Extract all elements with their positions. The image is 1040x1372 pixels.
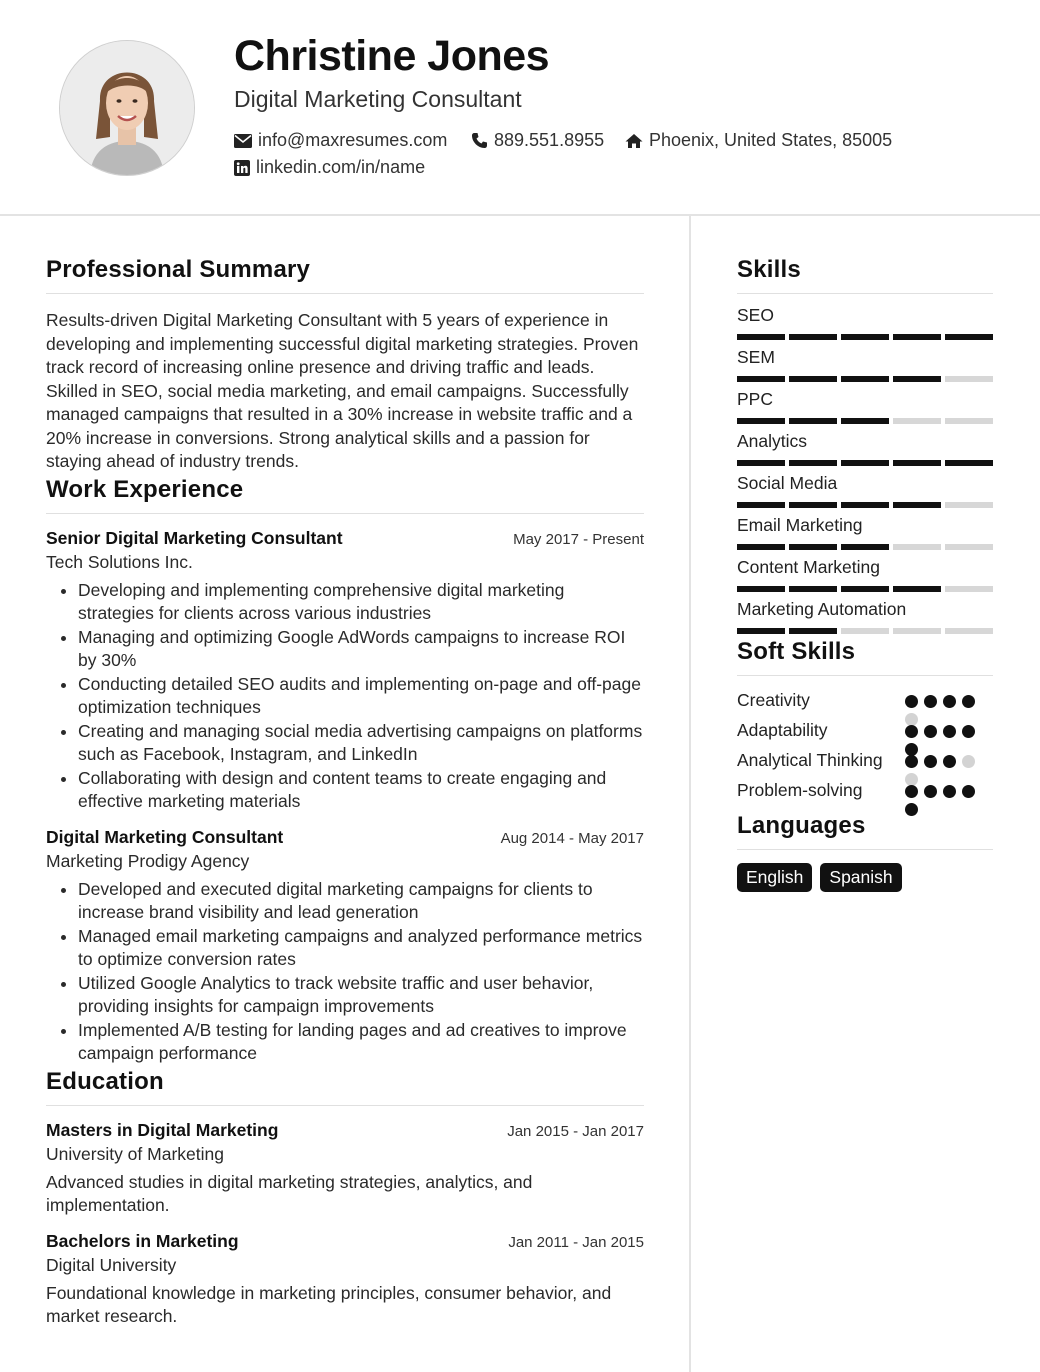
skill-level-segment	[893, 586, 941, 592]
phone-text[interactable]: 889.551.8955	[494, 130, 605, 150]
skill-level-segment	[945, 418, 993, 424]
rating-dot	[943, 755, 956, 768]
skill-level-segment	[945, 376, 993, 382]
soft-skill-item	[737, 778, 993, 802]
rating-dot	[905, 803, 918, 816]
skill-level-segment	[737, 544, 785, 550]
skill-level-segment	[841, 418, 889, 424]
skill-level-segment	[945, 586, 993, 592]
skills-heading: Skills	[737, 256, 993, 294]
skill-name: PPC	[737, 389, 773, 409]
skill-level-segment	[893, 460, 941, 466]
rating-dot	[943, 695, 956, 708]
skill-item	[737, 514, 993, 550]
language-badge: English	[737, 863, 812, 892]
skill-item	[737, 598, 993, 634]
email-text[interactable]: info@maxresumes.com	[258, 130, 448, 150]
skill-level-segment	[841, 502, 889, 508]
skill-level-segment	[789, 544, 837, 550]
education-heading: Education	[46, 1068, 644, 1106]
skill-level-segment	[841, 460, 889, 466]
skill-level-bar	[737, 460, 993, 466]
soft-skill-rating	[905, 785, 983, 816]
languages-heading: Languages	[737, 812, 993, 850]
skill-name: Email Marketing	[737, 515, 863, 535]
skill-level-segment	[789, 334, 837, 340]
contact-location	[625, 130, 892, 151]
rating-dot	[924, 755, 937, 768]
rating-dot	[943, 725, 956, 738]
education-section	[46, 1068, 644, 1329]
skill-item	[737, 346, 993, 382]
languages-section	[737, 812, 993, 892]
education-entry	[46, 1231, 644, 1329]
skills-section	[737, 256, 993, 634]
soft-skills-section	[737, 638, 993, 802]
soft-skills-list	[737, 688, 993, 802]
job-company: Tech Solutions Inc.	[46, 551, 193, 572]
job-bullet: • Developed and executed digital marketing campaigns for clients to increase brand visibility and lead generation	[78, 878, 644, 925]
skill-level-segment	[841, 334, 889, 340]
rating-dot	[943, 785, 956, 798]
job-bullet: • Implemented A/B testing for landing pages and ad creatives to improve campaign performance	[78, 1019, 644, 1066]
skill-name: Analytics	[737, 431, 808, 451]
skill-level-segment	[789, 460, 837, 466]
job-bullet: • Collaborating with design and content teams to create engaging and effective marketing materials	[78, 767, 644, 814]
rating-dot	[924, 695, 937, 708]
job-bullet: • Developing and implementing comprehensive digital marketing strategies for clients across various industries	[78, 579, 644, 626]
skill-level-segment	[737, 418, 785, 424]
skill-level-segment	[789, 418, 837, 424]
experience-heading: Work Experience	[46, 476, 644, 514]
rating-dot	[962, 785, 975, 798]
job-title: Digital Marketing Consultant	[46, 826, 284, 847]
skill-level-segment	[789, 586, 837, 592]
skill-level-segment	[737, 628, 785, 634]
job-bullet: • Managed email marketing campaigns and analyzed performance metrics to optimize conversion rates	[78, 925, 644, 972]
soft-skill-name: Analytical Thinking	[737, 750, 883, 770]
skill-item	[737, 304, 993, 340]
resume-header	[0, 0, 1040, 216]
skill-level-bar	[737, 502, 993, 508]
job-dates: Aug 2014 - May 2017	[500, 829, 644, 847]
skill-name: SEO	[737, 305, 774, 325]
contact-linkedin[interactable]	[234, 157, 425, 178]
skill-item	[737, 472, 993, 508]
rating-dot	[924, 785, 937, 798]
profile-photo	[59, 40, 195, 176]
soft-skill-item	[737, 688, 993, 712]
rating-dot	[905, 695, 918, 708]
job-bullets	[46, 579, 644, 814]
skill-level-segment	[893, 628, 941, 634]
skill-name: SEM	[737, 347, 775, 367]
rating-dot	[962, 695, 975, 708]
skill-level-bar	[737, 376, 993, 382]
education-dates: Jan 2011 - Jan 2015	[508, 1233, 644, 1251]
soft-skill-name: Problem-solving	[737, 780, 863, 800]
education-entry	[46, 1120, 644, 1218]
home-icon	[625, 133, 643, 149]
skill-level-segment	[841, 628, 889, 634]
skill-level-segment	[945, 502, 993, 508]
job-bullets	[46, 878, 644, 1066]
skill-level-bar	[737, 544, 993, 550]
soft-skill-name: Adaptability	[737, 720, 828, 740]
job-bullet: • Managing and optimizing Google AdWords campaigns to increase ROI by 30%	[78, 626, 644, 673]
skill-level-bar	[737, 418, 993, 424]
skill-level-bar	[737, 586, 993, 592]
main-column	[46, 256, 644, 1329]
candidate-title: Digital Marketing Consultant	[234, 86, 522, 112]
skill-level-segment	[737, 376, 785, 382]
skill-level-segment	[841, 376, 889, 382]
skill-level-segment	[737, 334, 785, 340]
degree-title: Masters in Digital Marketing	[46, 1119, 279, 1140]
skill-level-segment	[945, 544, 993, 550]
summary-section	[46, 256, 644, 474]
education-dates: Jan 2015 - Jan 2017	[507, 1122, 644, 1140]
degree-title: Bachelors in Marketing	[46, 1230, 239, 1251]
rating-dot	[962, 755, 975, 768]
soft-skill-item	[737, 718, 993, 742]
candidate-name: Christine Jones	[234, 32, 550, 80]
skill-name: Social Media	[737, 473, 838, 493]
education-description: Foundational knowledge in marketing principles, consumer behavior, and market research.	[46, 1282, 612, 1326]
job-bullet: • Utilized Google Analytics to track website traffic and user behavior, providing insights for campaign improvements	[78, 972, 644, 1019]
skill-name: Content Marketing	[737, 557, 880, 577]
skill-level-bar	[737, 628, 993, 634]
skill-level-segment	[893, 502, 941, 508]
location-text: Phoenix, United States, 85005	[649, 130, 893, 150]
soft-skill-name: Creativity	[737, 690, 810, 710]
skill-level-segment	[789, 376, 837, 382]
skill-level-bar	[737, 334, 993, 340]
skill-item	[737, 388, 993, 424]
language-list	[737, 863, 993, 892]
soft-skill-item	[737, 748, 993, 772]
contact-phone[interactable]	[471, 130, 604, 151]
school-name: University of Marketing	[46, 1143, 224, 1164]
envelope-icon	[234, 134, 252, 148]
job-company: Marketing Prodigy Agency	[46, 850, 250, 871]
language-badge: Spanish	[820, 863, 901, 892]
skill-level-segment	[945, 334, 993, 340]
skill-level-segment	[789, 502, 837, 508]
skills-list	[737, 304, 993, 634]
skill-level-segment	[945, 460, 993, 466]
phone-icon	[471, 132, 488, 149]
rating-dot	[905, 755, 918, 768]
skill-level-segment	[893, 334, 941, 340]
contact-email[interactable]	[234, 130, 447, 151]
linkedin-text[interactable]: linkedin.com/in/name	[256, 157, 426, 177]
education-description: Advanced studies in digital marketing strategies, analytics, and implementation.	[46, 1171, 533, 1215]
rating-dot	[905, 785, 918, 798]
job-title: Senior Digital Marketing Consultant	[46, 527, 343, 548]
job-bullet: • Creating and managing social media advertising campaigns on platforms such as Facebook, Instagram, and LinkedIn	[78, 720, 644, 767]
skill-level-segment	[737, 586, 785, 592]
summary-text: Results-driven Digital Marketing Consultant with 5 years of experience in developing and implementing successful digital marketing strategies. Proven track record of increasing online presence and driving traffic and leads. Skilled in SEO, social media marketing, and email campaigns. Successfully managed campaigns that resulted in a 30% increase in website traffic and a 20% increase in conversions. Strong analytical skills and a passion for staying ahead of industry trends.	[46, 310, 639, 471]
skill-level-segment	[841, 586, 889, 592]
skill-level-segment	[893, 544, 941, 550]
experience-section	[46, 476, 644, 1066]
job-dates: May 2017 - Present	[513, 530, 644, 548]
skill-name: Marketing Automation	[737, 599, 907, 619]
job-entry	[46, 528, 644, 814]
job-bullet: • Conducting detailed SEO audits and implementing on-page and off-page optimization techniques	[78, 673, 644, 720]
sidebar-column	[737, 256, 993, 892]
skill-level-segment	[893, 376, 941, 382]
linkedin-icon	[234, 160, 250, 176]
skill-level-segment	[893, 418, 941, 424]
summary-heading: Professional Summary	[46, 256, 644, 294]
skill-level-segment	[789, 628, 837, 634]
skill-level-segment	[945, 628, 993, 634]
soft-skills-heading: Soft Skills	[737, 638, 993, 676]
skill-level-segment	[737, 460, 785, 466]
school-name: Digital University	[46, 1254, 177, 1275]
rating-dot	[962, 725, 975, 738]
skill-item	[737, 430, 993, 466]
skill-level-segment	[737, 502, 785, 508]
skill-item	[737, 556, 993, 592]
skill-level-segment	[841, 544, 889, 550]
rating-dot	[924, 725, 937, 738]
rating-dot	[905, 725, 918, 738]
job-entry	[46, 827, 644, 1066]
column-divider	[689, 216, 691, 1372]
